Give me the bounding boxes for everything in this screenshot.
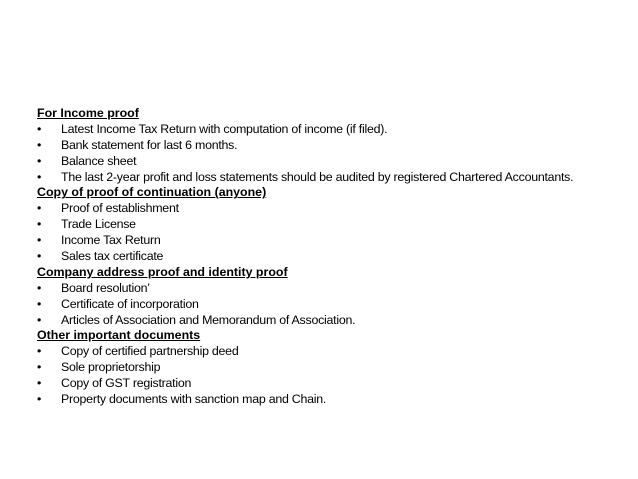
bullet-icon: •: [37, 344, 42, 359]
bullet-icon: •: [37, 280, 42, 295]
list-item: [37, 217, 632, 233]
list-item-text: Bank statement for last 6 months.: [61, 137, 238, 152]
list-item: [37, 170, 632, 186]
bullet-icon: •: [37, 233, 42, 248]
bullet-icon: •: [37, 360, 42, 375]
section-heading-proof-of-continuation: Copy of proof of continuation (anyone): [37, 185, 267, 200]
bullet-icon: •: [37, 121, 42, 136]
list-item: [37, 201, 632, 217]
bullet-icon: •: [37, 137, 42, 152]
list-item: [37, 344, 632, 360]
list-item-text: Property documents with sanction map and Chain.: [61, 392, 327, 407]
list-item: [37, 233, 632, 249]
list-item-text: Income Tax Return: [61, 233, 161, 248]
list-item-text: Copy of certified partnership deed: [61, 344, 239, 359]
list-item: [37, 138, 632, 154]
list-item-text: Certificate of incorporation: [61, 296, 199, 311]
list-item-text: Latest Income Tax Return with computation of income (if filed).: [61, 121, 388, 136]
bullet-icon: •: [37, 153, 42, 168]
section-heading-address-identity-proof: Company address proof and identity proof: [37, 264, 288, 279]
list-item-text: Sole proprietorship: [61, 360, 161, 375]
list-item-text: Sales tax certificate: [61, 249, 164, 264]
list-item: [37, 360, 632, 376]
bullet-icon: •: [37, 217, 42, 232]
bullet-icon: •: [37, 312, 42, 327]
bullet-icon: •: [37, 249, 42, 264]
list-item-text: Board resolution’: [61, 280, 150, 295]
list-item: [37, 154, 632, 170]
list-item-text: The last 2-year profit and loss statements should be audited by registered Chartered Accountants.: [61, 169, 574, 184]
section-heading-income-proof: For Income proof: [37, 106, 139, 120]
bullet-icon: •: [37, 169, 42, 184]
bullet-icon: •: [37, 392, 42, 407]
bullet-icon: •: [37, 201, 42, 216]
list-item: [37, 297, 632, 313]
list-item: [37, 376, 632, 392]
bullet-icon: •: [37, 376, 42, 391]
list-item: [37, 281, 632, 297]
list-item-text: Copy of GST registration: [61, 376, 192, 391]
document-content: [37, 106, 632, 408]
list-item: [37, 392, 632, 408]
list-item-text: Articles of Association and Memorandum of Association.: [61, 312, 356, 327]
list-item: [37, 249, 632, 265]
list-item: [37, 313, 632, 329]
list-item: [37, 122, 632, 138]
list-item-text: Trade License: [61, 217, 136, 232]
list-item-text: Proof of establishment: [61, 201, 179, 216]
bullet-icon: •: [37, 296, 42, 311]
list-item-text: Balance sheet: [61, 153, 137, 168]
section-heading-other-documents: Other important documents: [37, 328, 201, 343]
